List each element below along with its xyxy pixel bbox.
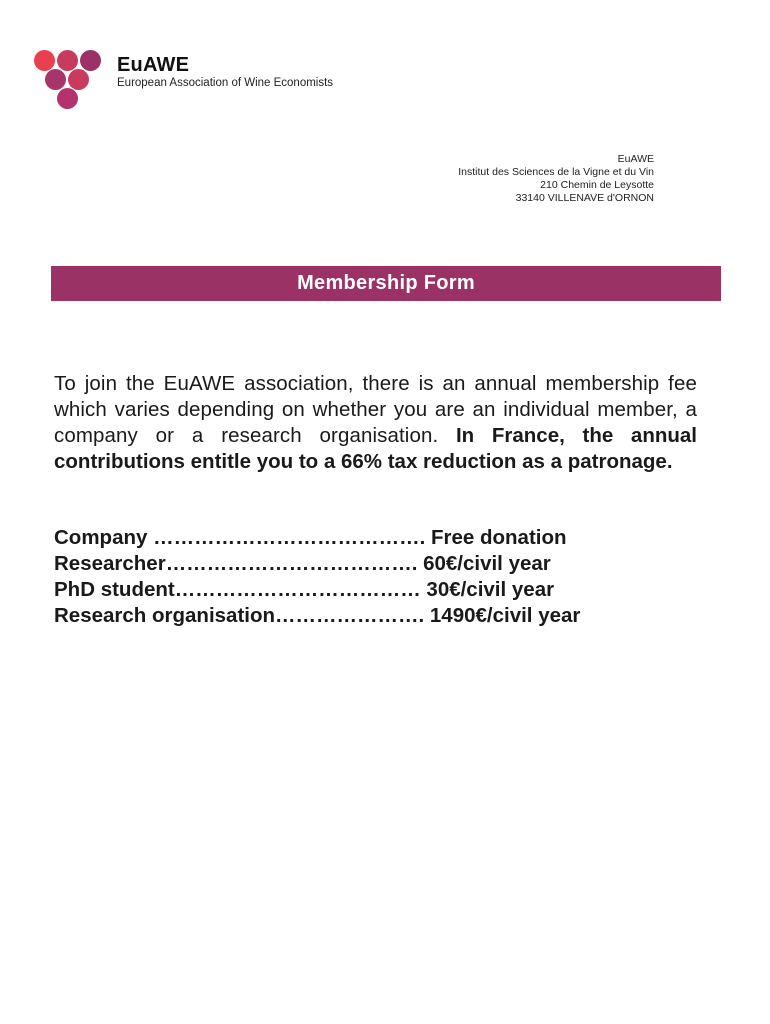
grape-icon xyxy=(80,50,101,71)
address-line: 210 Chemin de Leysotte xyxy=(540,179,654,191)
fee-row-researcher: Researcher………………………………. 60€/civil year xyxy=(54,552,551,575)
grape-icon xyxy=(68,69,89,90)
euawe-logo-icon xyxy=(34,50,104,110)
grape-icon xyxy=(45,69,66,90)
intro-paragraph xyxy=(54,371,697,475)
address-line: Institut des Sciences de la Vigne et du Vin xyxy=(458,166,654,178)
page-title: Membership Form xyxy=(297,272,475,294)
address-line: EuAWE xyxy=(617,153,654,165)
org-subtitle: European Association of Wine Economists xyxy=(117,77,334,89)
grape-icon xyxy=(57,50,78,71)
grape-icon xyxy=(34,50,55,71)
fee-list xyxy=(54,525,580,629)
intro-text: To join the EuAWE association, there is an annual membership fee which varies depending on whether you are an individual member, a company or a research organisation. xyxy=(54,372,697,447)
grape-icon xyxy=(57,88,78,109)
tax-reduction-text: In France, the annual contributions entitle you to a 66% tax reduction as a patronage. xyxy=(54,424,697,473)
fee-row-phd-student: PhD student……………………………… 30€/civil year xyxy=(54,578,555,601)
fee-row-company: Company …………………………………. Free donation xyxy=(54,526,567,549)
fee-row-research-organisation: Research organisation…………………. 1490€/civil year xyxy=(54,604,581,627)
postal-address xyxy=(458,153,654,205)
title-banner xyxy=(51,266,721,301)
org-name: EuAWE xyxy=(117,54,190,76)
address-line: 33140 VILLENAVE d'ORNON xyxy=(515,192,654,204)
